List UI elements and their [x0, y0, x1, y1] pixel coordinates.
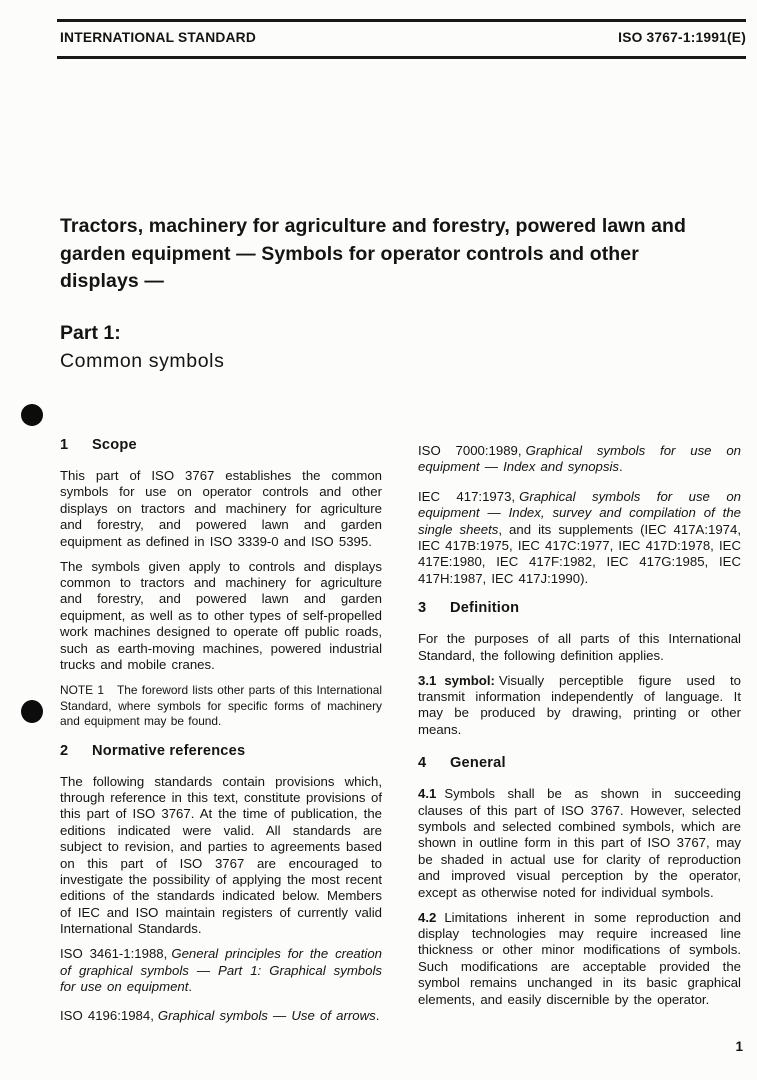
header-row	[57, 30, 746, 45]
reference-iec-417	[418, 489, 741, 587]
general-4-1-text: Symbols shall be as shown in succeeding clauses of this part of ISO 3767. However, selected symbols and selected combined symbols, which are shown in outline form in this part of ISO 3767, may be shaded in actual use for clarity of reproduction and improved visual perception by the operator, except as otherwise noted for individual symbols.	[418, 786, 741, 900]
definition-3-1-text: Visually perceptible figure used to transmit information independently of language. It may be produced by drawing, printing or other means.	[418, 672, 741, 737]
section-heading-scope	[60, 437, 382, 453]
part-block	[60, 320, 224, 375]
document-type-label: INTERNATIONAL STANDARD	[60, 30, 257, 45]
general-4-1-number: 4.1	[418, 786, 437, 802]
section-number-3: 3	[418, 600, 427, 617]
section-title-scope: Scope	[92, 437, 137, 453]
reference-iso-3461-label: ISO 3461-1:1988,	[60, 946, 168, 962]
header-rule-bottom	[57, 56, 746, 59]
reference-iso-4196-title: Graphical symbols — Use of arrows	[157, 1008, 376, 1024]
reference-iec-417-title: Graphical symbols for use on equipment — Index, survey and compilation of the single sheets	[418, 488, 741, 537]
definition-intro-paragraph: For the purposes of all parts of this International Standard, the following definition applies.	[418, 631, 741, 663]
reference-iso-7000-period: .	[619, 459, 623, 475]
reference-iso-7000-label: ISO 7000:1989,	[418, 443, 522, 458]
reference-iso-3461	[60, 946, 382, 995]
registration-dot-top	[21, 404, 43, 426]
scope-paragraph-2: The symbols given apply to controls and displays common to tractors and machinery for agriculture and forestry, and powered lawn and garden equipment, as well as to other types of self-propelled work machines designed to operate off public roads, such as earth-moving machines, powered industrial trucks and mobile cranes.	[60, 558, 382, 672]
section-heading-general	[418, 755, 741, 771]
reference-iso-7000	[418, 443, 741, 476]
general-4-1	[418, 786, 741, 901]
reference-iso-7000-title: Graphical symbols for use on equipment — Index and synopsis	[418, 443, 742, 475]
reference-iso-3461-period: .	[188, 978, 193, 994]
reference-iso-3461-title: General principles for the creation of graphical symbols — Part 1: Graphical symbols for use on equipment	[60, 946, 383, 994]
reference-iec-417-label: IEC 417:1973,	[418, 488, 516, 504]
definition-3-1-term: symbol:	[444, 672, 495, 688]
part-title: Common symbols	[60, 349, 225, 372]
standard-reference: ISO 3767-1:1991(E)	[618, 30, 746, 45]
section-title-definition: Definition	[450, 600, 520, 617]
section-number-2: 2	[60, 742, 69, 759]
scope-paragraph-1: This part of ISO 3767 establishes the common symbols for use on operator controls and other displays on tractors and machinery for agriculture and forestry, and powered lawn and garden equipment as defined in ISO 3339-0 and ISO 5395.	[60, 468, 382, 549]
reference-iec-417-supplements: , and its supplements (IEC 417A:1974, IEC 417B:1975, IEC 417C:1977, IEC 417D:1978, IEC 417E:1980, IEC 417F:1982, IEC 417G:1985, IEC 417H:1987, IEC 417J:1990).	[418, 521, 741, 586]
note-1-text: The foreword lists other parts of this International Standard, where symbols for specific forms of machinery and equipment may be found.	[60, 683, 382, 729]
reference-iso-4196-period: .	[375, 1008, 380, 1024]
left-column	[60, 437, 382, 1038]
general-4-2-number: 4.2	[418, 909, 437, 925]
note-1	[60, 683, 382, 729]
general-4-2-text: Limitations inherent in some reproduction and display technologies may require increased line thickness or other minor modifications of symbols. Such modifications are acceptable provided the symbol remains unchanged in its basic graphical elements, and easily discernible by the operator.	[418, 909, 741, 1007]
section-title-normative-references: Normative references	[92, 742, 246, 759]
normative-references-paragraph: The following standards contain provisions which, through reference in this text, constitute provisions of this part of ISO 3767. At the time of publication, the editions indicated were valid. All standards are subject to revision, and parties to agreements based on this part of ISO 3767 are encouraged to investigate the possibility of applying the most recent editions of the standards indicated below. Members of IEC and ISO maintain registers of currently valid International Standards.	[60, 773, 382, 937]
section-title-general: General	[450, 755, 506, 772]
section-number-1: 1	[60, 437, 69, 453]
header-rule-top	[57, 19, 746, 22]
right-column	[418, 437, 741, 1016]
note-1-label: NOTE 1	[60, 683, 104, 698]
general-4-2	[418, 910, 741, 1008]
definition-3-1	[418, 673, 741, 739]
registration-dot-bottom	[21, 700, 43, 723]
section-heading-definition	[418, 600, 741, 616]
section-number-4: 4	[418, 755, 427, 772]
definition-3-1-number: 3.1	[418, 672, 437, 688]
page-header	[57, 0, 746, 60]
part-label: Part 1:	[60, 322, 121, 344]
reference-iso-4196-label: ISO 4196:1984,	[60, 1008, 154, 1024]
section-heading-normative-references	[60, 743, 382, 759]
page-number: 1	[735, 1039, 743, 1054]
document-title: Tractors, machinery for agriculture and forestry, powered lawn and garden equipment — Symbols for operator controls and other displays —	[60, 215, 687, 292]
reference-iso-4196	[60, 1008, 382, 1024]
